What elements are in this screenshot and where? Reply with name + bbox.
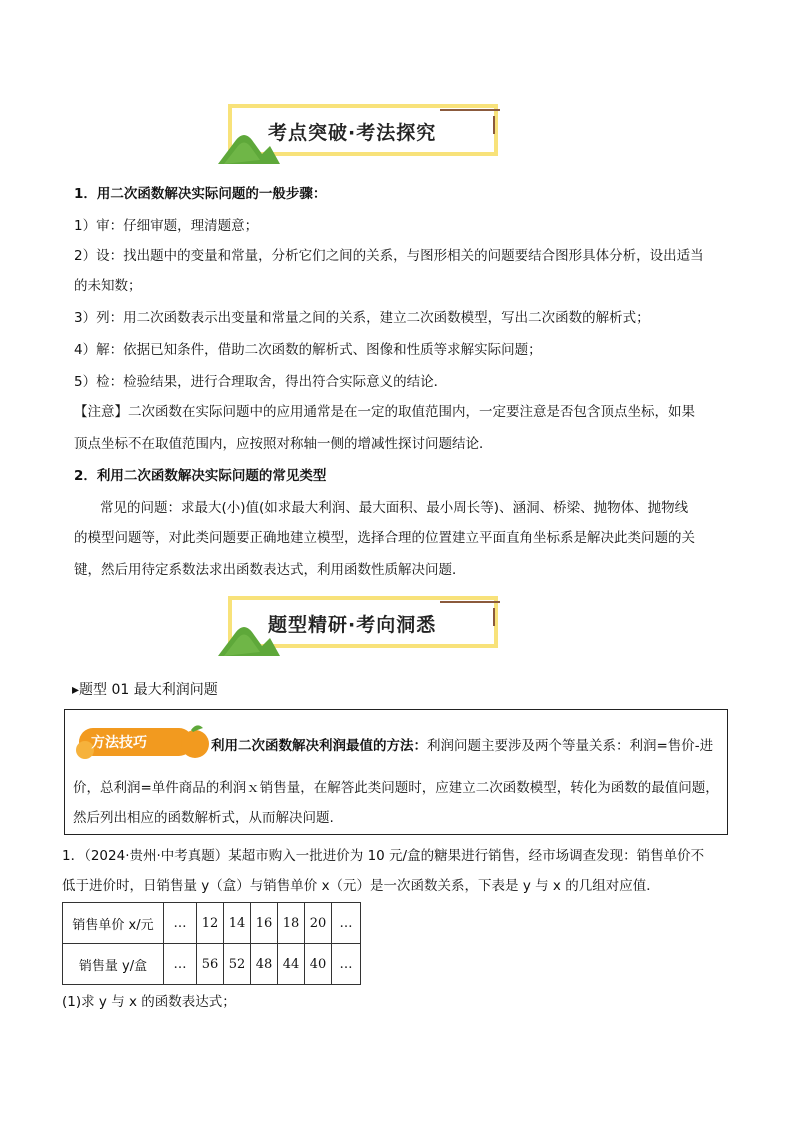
problem-line2: 低于进价时，日销售量 y（盒）与销售单价 x（元）是一次函数关系，下表是 y 与 x 的几组对应值． [62,878,660,894]
table-cell: 44 [278,944,305,985]
table-row [63,944,361,985]
table-header-quantity: 销售量 y/盒 [63,944,164,985]
section1-heading: 1．用二次函数解决实际问题的一般步骤： [74,186,327,202]
step-2-line2: 的未知数； [74,278,142,294]
method-line3: 然后列出相应的函数解析式，从而解决问题. [73,810,334,826]
table-cell: … [164,903,197,944]
section-banner-1 [218,102,508,166]
method-box [64,709,728,835]
step-4: 4）解：依据已知条件，借助二次函数的解析式、图像和性质等求解实际问题； [74,342,542,358]
section-banner-2 [218,594,508,658]
table-cell: 48 [251,944,278,985]
table-cell: 20 [305,903,332,944]
table-cell: 56 [197,944,224,985]
method-line1-rest: 利润问题主要涉及两个等量关系：利润=售价-进 [427,738,714,754]
section2-line1: 常见的问题：求最大(小)值(如求最大利润、最大面积、最小周长等)、涵洞、桥梁、抛物体、抛物线 [100,500,689,516]
banner-title: 题型精研·考向洞悉 [268,614,437,636]
method-line1 [211,736,713,756]
table-cell: … [332,903,361,944]
sub-question-1: (1)求 y 与 x 的函数表达式； [62,994,236,1010]
method-lead: 利用二次函数解决利润最值的方法： [211,738,427,754]
table-cell: 52 [224,944,251,985]
type-label: ▸题型 01 最大利润问题 [72,682,218,698]
table-cell: 14 [224,903,251,944]
note-line2: 顶点坐标不在取值范围内，应按照对称轴一侧的增减性探讨问题结论． [74,436,493,452]
table-cell: … [164,944,197,985]
step-3: 3）列：用二次函数表示出变量和常量之间的关系，建立二次函数模型，写出二次函数的解析式； [74,310,650,326]
table-header-price: 销售单价 x/元 [63,903,164,944]
section2-heading: 2．利用二次函数解决实际问题的常见类型 [74,468,327,484]
step-1: 1）审：仔细审题，理清题意； [74,218,259,234]
method-badge-label: 方法技巧 [91,735,147,751]
table-row [63,903,361,944]
problem-line1: 1．（2024·贵州·中考真题）某超市购入一批进价为 10 元/盒的糖果进行销售，经市场调查发现：销售单价不 [62,848,705,864]
banner-title: 考点突破·考法探究 [268,122,437,144]
section2-line2: 的模型问题等，对此类问题要正确地建立模型，选择合理的位置建立平面直角坐标系是解决此类问题的关 [74,530,695,546]
table-cell: 16 [251,903,278,944]
method-line2: 价，总利润=单件商品的利润ｘ销售量，在解答此类问题时，应建立二次函数模型，转化为函数的最值问题， [73,780,719,796]
data-table [62,902,361,985]
table-cell: 12 [197,903,224,944]
table-cell: … [332,944,361,985]
table-cell: 18 [278,903,305,944]
table-cell: 40 [305,944,332,985]
section2-line3: 键，然后用待定系数法求出函数表达式，利用函数性质解决问题． [74,562,466,578]
step-2-line1: 2）设：找出题中的变量和常量，分析它们之间的关系，与图形相关的问题要结合图形具体分析，设出适当 [74,248,704,264]
step-5: 5）检：检验结果，进行合理取舍，得出符合实际意义的结论． [74,374,448,390]
note-line1: 【注意】二次函数在实际问题中的应用通常是在一定的取值范围内，一定要注意是否包含顶点坐标，如果 [74,404,695,420]
